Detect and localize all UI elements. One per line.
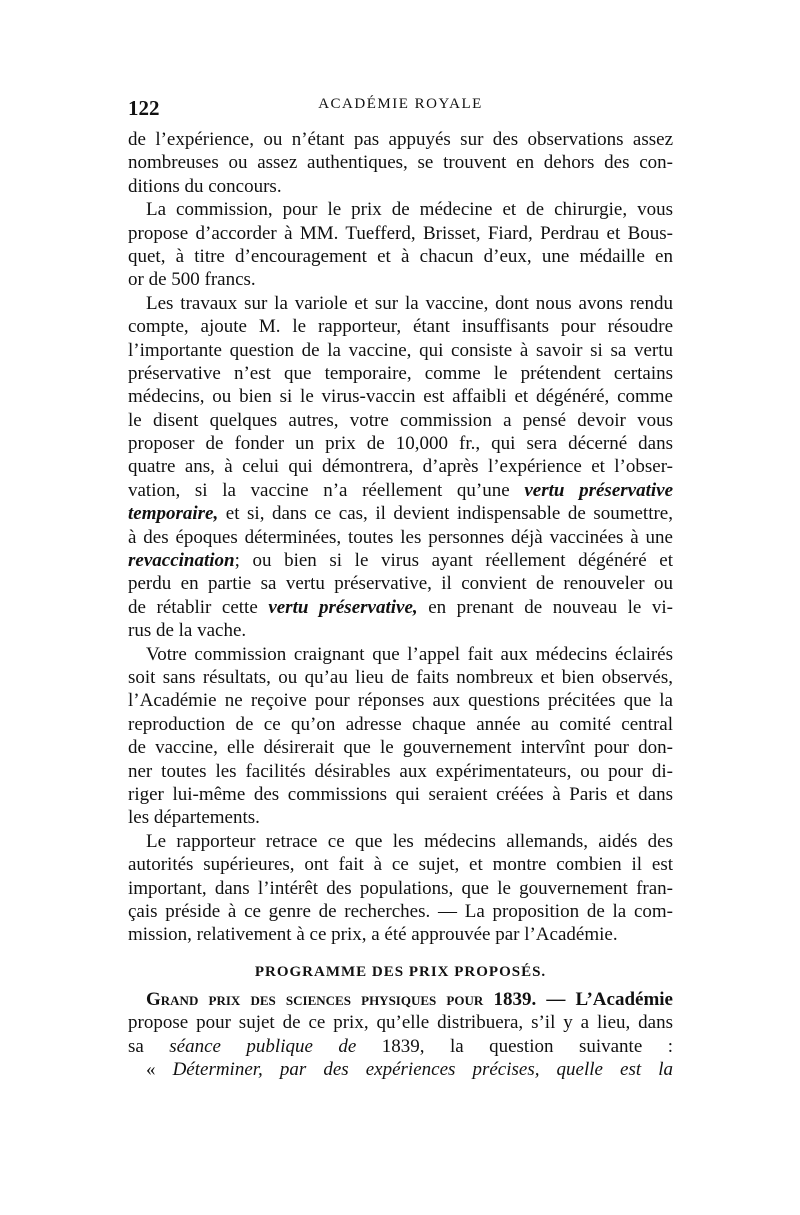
- text-line: de l’expérience, ou n’étant pas appuyés sur des observations assez: [128, 129, 673, 150]
- text-line: [128, 479, 673, 502]
- text-line: La commission, pour le prix de médecine et de chirurgie, vous: [146, 199, 673, 221]
- text-line: préservative n’est que temporaire, comme le prétendent certains: [128, 362, 673, 384]
- paragraph-3: [128, 292, 673, 643]
- text-line: de vaccine, elle désirerait que le gouvernement intervînt pour don-: [128, 737, 673, 759]
- paragraph-2: [128, 198, 673, 292]
- italic-phrase: séance publique de: [169, 1035, 357, 1057]
- text-line: ner toutes les facilités désirables aux expérimentateurs, ou pour di-: [128, 760, 673, 782]
- text-segment: de rétablir cette: [128, 596, 269, 618]
- prize-title: Grand prix des sciences physiques pour: [146, 989, 484, 1011]
- text-segment: sa: [128, 1035, 170, 1057]
- running-title: ACADÉMIE ROYALE: [318, 96, 483, 112]
- text-line: [128, 1058, 673, 1081]
- text-segment: «: [146, 1059, 173, 1081]
- text-line: propose d’accorder à MM. Tuefferd, Brisset, Fiard, Perdrau et Bous-: [128, 222, 673, 244]
- running-head: [128, 96, 673, 121]
- italic-phrase: vertu préservative,: [268, 596, 418, 618]
- text-line: autorités supérieures, ont fait à ce sujet, et montre combien il est: [128, 854, 673, 876]
- text-line: [128, 502, 673, 525]
- text-line: compte, ajoute M. le rapporteur, étant insuffisants pour résoudre: [128, 316, 673, 338]
- text-line: important, dans l’intérêt des populations, que le gouvernement fran-: [128, 877, 673, 899]
- text-line: [128, 596, 673, 619]
- italic-phrase: revaccination: [128, 550, 235, 572]
- text-line: l’importante question de la vaccine, qui consiste à savoir si sa vertu: [128, 339, 673, 361]
- text-line: le disent quelques autres, votre commission a pensé devoir vous: [128, 409, 673, 431]
- text-line: propose pour sujet de ce prix, qu’elle distribuera, s’il y a lieu, dans: [128, 1012, 673, 1034]
- text-line: quatre ans, à celui qui démontrera, d’après l’expérience et l’obser-: [128, 456, 673, 478]
- text-line: rus de la vache.: [128, 620, 247, 642]
- italic-phrase: temporaire,: [128, 503, 219, 525]
- text-line: nombreuses ou assez authentiques, se trouvent en dehors des con-: [128, 152, 673, 174]
- text-segment: 1839. — L’Académie: [483, 989, 673, 1011]
- text-line: médecins, ou bien si le virus-vaccin est affaibli et dégénéré, comme: [128, 386, 673, 408]
- italic-phrase: Déterminer, par des expériences précises, quelle est la: [172, 1059, 674, 1081]
- text-segment: 1839, la question suivante :: [356, 1035, 673, 1057]
- text-line: riger lui-même des commissions qui seraient créées à Paris et dans: [128, 783, 673, 805]
- text-line: l’Académie ne reçoive pour réponses aux questions précitées que la: [128, 690, 673, 712]
- paragraph-1: [128, 128, 673, 198]
- text-line: proposer de fonder un prix de 10,000 fr., qui sera décerné dans: [128, 433, 673, 455]
- text-line: perdu en partie sa vertu préservative, il convient de renouveler ou: [128, 573, 673, 595]
- text-line: ditions du concours.: [128, 175, 282, 197]
- text-line: à des époques déterminées, toutes les personnes déjà vaccinées à une: [128, 526, 673, 548]
- page-number: 122: [128, 96, 160, 120]
- section-heading: PROGRAMME DES PRIX PROPOSÉS.: [254, 963, 547, 980]
- text-segment: et si, dans ce cas, il devient indispensable de soumettre,: [218, 503, 673, 525]
- paragraph-6: [128, 988, 673, 1082]
- paragraph-4: [128, 643, 673, 830]
- italic-phrase: vertu préservative: [524, 479, 673, 501]
- paragraph-5: [128, 830, 673, 947]
- text-line: les départements.: [128, 807, 260, 829]
- text-line: or de 500 francs.: [128, 269, 256, 291]
- page-body: [128, 128, 673, 1082]
- text-line: quet, à titre d’encouragement et à chacun d’eux, une médaille en: [128, 245, 673, 267]
- text-line: Les travaux sur la variole et sur la vaccine, dont nous avons rendu: [146, 292, 673, 314]
- text-segment: en prenant de nouveau le vi-: [417, 596, 673, 618]
- text-line: [128, 1035, 673, 1058]
- text-line: mission, relativement à ce prix, a été approuvée par l’Académie.: [128, 924, 618, 946]
- text-line: soit sans résultats, ou qu’au lieu de faits nombreux et bien observés,: [128, 666, 673, 688]
- text-line: Votre commission craignant que l’appel fait aux médecins éclairés: [146, 643, 673, 665]
- text-line: Le rapporteur retrace ce que les médecins allemands, aidés des: [146, 830, 673, 852]
- text-line: reproduction de ce qu’on adresse chaque année au comité central: [128, 713, 673, 735]
- text-segment: vation, si la vaccine n’a réellement qu’une: [128, 479, 525, 501]
- text-line: [128, 549, 673, 572]
- text-line: [128, 988, 673, 1011]
- text-line: çais préside à ce genre de recherches. — La proposition de la com-: [128, 900, 673, 922]
- text-segment: ; ou bien si le virus ayant réellement dégénéré et: [234, 550, 673, 572]
